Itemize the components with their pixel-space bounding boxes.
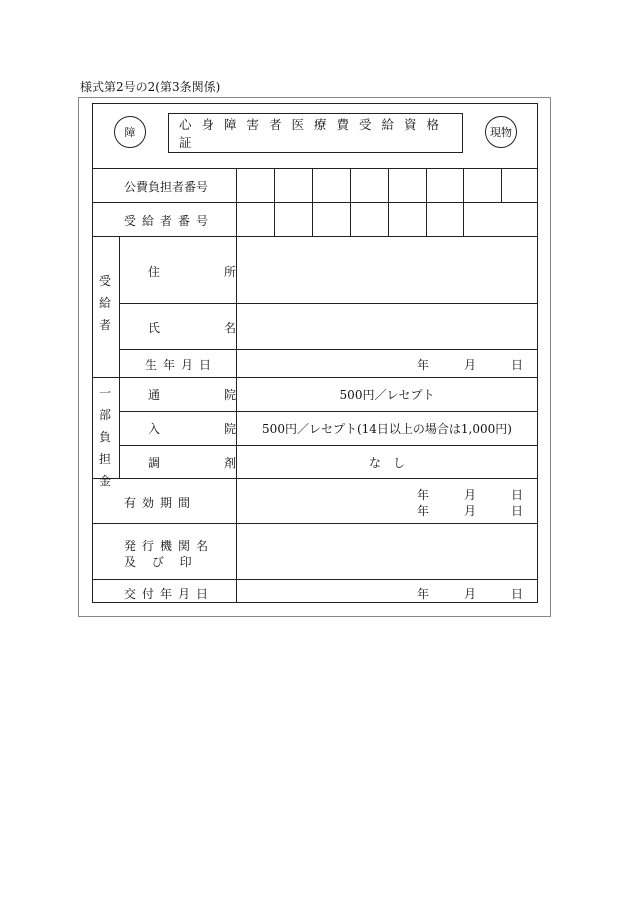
validity-start-month-label: 月 [464,488,477,502]
row-divider [119,411,538,412]
validity-start-day-label: 日 [511,488,524,502]
validity-end-month-label: 月 [464,504,477,518]
dispensing-label: 調 剤 [148,456,263,470]
row-divider [92,236,538,237]
in-kind-mark: 現物 [485,116,517,148]
row-divider [119,303,538,304]
public-payer-number-label: 公費負担者番号 [124,180,209,194]
digit-divider [463,168,464,236]
issue-day-label: 日 [511,587,524,601]
digit-divider [388,168,389,236]
issue-month-label: 月 [464,587,477,601]
digit-divider [426,168,427,236]
issuer-label-line1: 発行機関名 [124,539,215,553]
issuer-label-line2: 及 び 印 [124,555,198,569]
issue-year-label: 年 [417,587,430,601]
validity-start-year-label: 年 [417,488,430,502]
row-divider [92,478,538,479]
validity-end-year-label: 年 [417,504,430,518]
outpatient-label: 通 院 [148,388,263,402]
row-divider [92,168,538,169]
validity-end-day-label: 日 [511,504,524,518]
row-divider [119,445,538,446]
digit-divider [312,168,313,236]
birth-day-label: 日 [511,358,524,372]
row-divider [92,202,538,203]
birth-month-label: 月 [464,358,477,372]
recipient-number-label: 受給者番号 [124,214,215,228]
group-divider [119,236,120,478]
partial-burden-group-label: 一 部 負 担 金 [98,386,111,488]
row-divider [119,349,538,350]
digit-divider [350,168,351,236]
digit-divider [274,168,275,236]
inpatient-label: 入 院 [148,422,263,436]
row-divider [92,377,538,378]
certificate-title: 心身障害者医療費受給資格証 [168,113,463,153]
address-label: 住 所 [148,265,263,279]
digit-divider [501,168,502,202]
birth-year-label: 年 [417,358,430,372]
birth-date-label: 生年月日 [145,358,218,372]
form-label: 様式第2号の2(第3条関係) [80,80,221,94]
disability-mark: 障 [114,116,146,148]
name-label: 氏 名 [148,321,263,335]
row-divider [92,579,538,580]
validity-label: 有効期間 [124,496,197,510]
recipient-group-label: 受 給 者 [98,274,111,332]
outpatient-value: 500円／レセプト [339,388,435,402]
dispensing-value: な し [368,456,406,470]
row-divider [92,523,538,524]
inpatient-value: 500円／レセプト(14日以上の場合は1,000円) [262,422,512,436]
issue-date-label: 交付年月日 [124,587,215,601]
